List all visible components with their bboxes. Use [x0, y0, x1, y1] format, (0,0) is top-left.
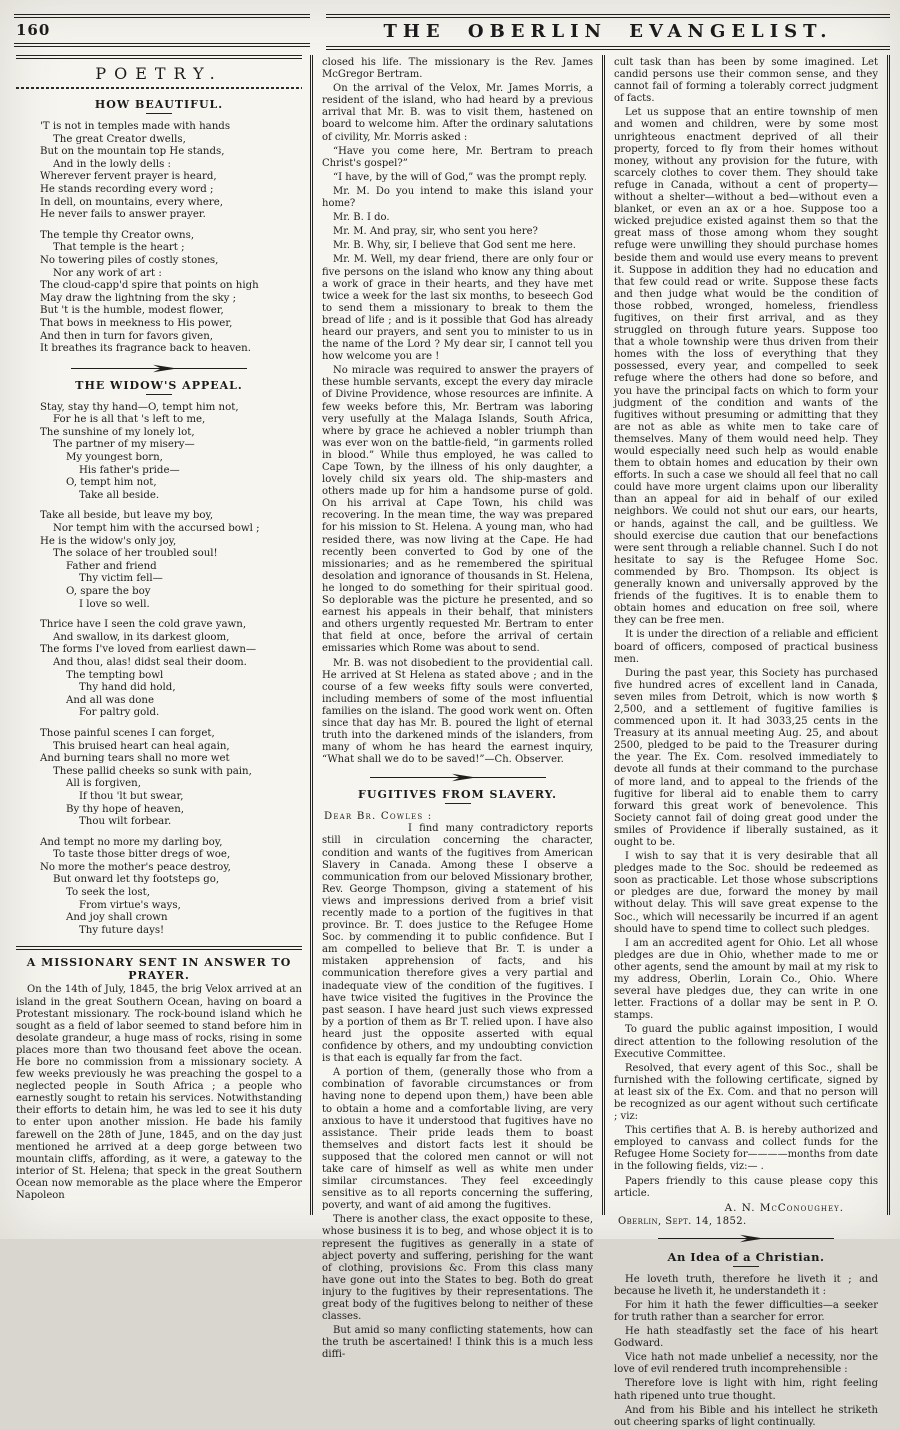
poem-line: 'T is not in temples made with hands	[40, 121, 231, 132]
fugitives-article-continued	[614, 57, 878, 1200]
page-number: 160	[16, 21, 51, 39]
poem-line: All is forgiven,	[66, 778, 141, 790]
poem-line: But on the mountain top He stands,	[40, 146, 225, 158]
poem-line: I love so well.	[79, 598, 150, 610]
paragraph: Mr. B. was not disobedient to the providential call. He arrived at St Helena as stated above ; and in the course of a few weeks fifty souls were converted, including members of some of the most influential families on the island. The good work went on. Often since that day has Mr. B. poured the light of eternal truth into the darkened minds of the islanders, from many of whom he has heard the earnest inquiry, “What shall we do to be saved!”—Ch. Observer.	[322, 657, 593, 766]
poem-line: No towering piles of costly stones,	[40, 254, 219, 266]
paragraph: Therefore love is light with him, right feeling hath ripened unto true thought.	[614, 1378, 878, 1402]
poem-title-widows-appeal: THE WIDOW'S APPEAL.	[75, 378, 243, 392]
poem-line: Father and friend	[66, 560, 157, 572]
paragraph: Papers friendly to this cause please copy this article.	[614, 1175, 878, 1199]
arrow-divider	[614, 1234, 878, 1243]
poem-line: And swallow, in its darkest gloom,	[53, 631, 230, 643]
poem-line: If thou 'lt but swear,	[79, 790, 184, 802]
double-rule	[14, 43, 310, 47]
poem-line: The solace of her troubled soul!	[53, 548, 218, 560]
paragraph: This certifies that A. B. is hereby authorized and employed to canvass and collect funds for the Refugee Home Society for————months from date in the following fields, viz:— .	[614, 1125, 878, 1173]
arrow-divider	[16, 364, 302, 373]
paragraph: But amid so many conflicting statements, how can the truth be ascertained! I think this is a much less diffi-	[322, 1325, 593, 1361]
paragraph: Vice hath not made unbelief a necessity, nor the love of evil rendered truth incomprehensible :	[614, 1352, 878, 1376]
poem-widows-appeal	[16, 402, 302, 938]
paragraph: Mr. M. Do you intend to make this island your home?	[322, 185, 593, 210]
paragraph: closed his life. The missionary is the Rev. James McGregor Bertram.	[322, 57, 593, 81]
paragraph: It is under the direction of a reliable and efficient board of officers, composed of practical business men.	[614, 629, 878, 665]
poem-line: The partner of my misery—	[53, 439, 195, 451]
idea-article-title: An Idea of a Christian.	[667, 1249, 825, 1264]
column-middle	[310, 55, 602, 1361]
short-rule	[146, 113, 172, 114]
short-rule	[733, 1266, 759, 1267]
paragraph: A portion of them, (generally those who from a combination of favorable circumstances or from having none to depend upon them,) have been able to obtain a home and a comfortable living, are very anxious to have it understood that fugitives have no assistance. Their pride leads them to boast themselves and distort facts lest it should be supposed that the colored men cannot or will not take care of himself as well as white men under similar circumstances. They feel exceedingly sensitive as to all reports concerning the suffering, poverty, and want of aid among the fugitives.	[322, 1067, 593, 1212]
paragraph: Mr. M. And pray, sir, who sent you here?	[333, 226, 538, 238]
fugitives-article-title: FUGITIVES FROM SLAVERY.	[358, 788, 557, 802]
poem-line: Nor tempt him with the accursed bowl ;	[53, 523, 260, 535]
paragraph: Let us suppose that an entire township of men and women and children, were by some most unrighteous enactment deprived of all their property, forced to fly from their homes without money, without any provision for the future, with scarcely clothes to cover them. They should take refuge in Canada, without a cent of property—without a shelter—without a bed—without even a blanket, or even an ax or a hoe. Suppose too a wicked prejudice existed against them so that the great mass of those among whom they sought refuge were unwilling they should purchase homes beside them and would use every means to prevent it. Suppose in addition they had no education and that few could read or write. Suppose these facts and then judge what would be the condition of those robbed, wronged, homeless, friendless fugitives, on their first arrival, and as they struggled on through future years. Suppose too that a whole township were thus driven from their homes with the loss of everything that they possessed, every year, and compelled to seek refuge where the others had done so before, and you have the principal facts on which to form your judgment of the condition and wants of the fugitives without presuming or admitting that they are not as able as white men to take care of themselves. Many of them would need help. They would especially need such help as would enable them to obtain homes and education by their own efforts. In such a case we should all feel that no call could have more urgent claims upon our liberality than an appeal for aid in behalf of our exiled neighbors. We could not shut our ears, our hearts, or hands, against the call, and be guiltless. We should exercise due caution that our benefactions were sent through a reliable channel. Such I do not hesitate to say is the Refugee Home Soc. commended by Bro. Thompson. Its object is generally known and universally approved by the friends of the fugitives. It is to enable them to obtain homes and education on free soil, where they can be free men.	[614, 107, 878, 627]
paragraph: He loveth truth, therefore he liveth it ; and because he liveth it, he understandeth it :	[614, 1273, 878, 1297]
poem-how-beautiful	[16, 121, 302, 356]
poem-title-how-beautiful: HOW BEAUTIFUL.	[94, 98, 224, 111]
poem-line: Take all beside, but leave my boy,	[40, 510, 214, 522]
poem-stanza	[40, 510, 302, 611]
poem-line: By thy hope of heaven,	[66, 803, 185, 815]
poem-line: The temple thy Creator owns,	[40, 229, 195, 241]
poem-line: And thou, alas! didst seal their doom.	[53, 656, 247, 668]
paragraph: On the arrival of the Velox, Mr. James Morris, a resident of the island, who had heard by a previous arrival that Mr. B. was to visit them, hastened on board to welcome him. After the ordinary salutations of civility, Mr. Morris asked :	[322, 83, 593, 143]
poem-line: That bows in meekness to His power,	[40, 317, 233, 329]
paragraph: He hath steadfastly set the face of his heart Godward.	[614, 1326, 878, 1350]
page-header	[0, 0, 900, 50]
poem-line: But 't is the humble, modest flower,	[40, 305, 224, 317]
paragraph: There is another class, the exact opposite to these, whose business it is to beg, and whose object it is to represent the fugitives as generally in a state of abject poverty and suffering, perishing for the want of clothing, provisions &c. From this class many have gone out into the States to beg. Both do great injury to the fugitives by their representations. The great body of the fugitives belong to neither of these classes.	[322, 1214, 593, 1323]
poem-line: Thy hand did hold,	[79, 682, 176, 694]
poem-line: He never fails to answer prayer.	[40, 209, 206, 221]
header-right	[326, 14, 890, 50]
poem-line: Nor any work of art :	[53, 267, 162, 279]
poem-line: His father's pride—	[79, 464, 180, 476]
paragraph: I find many contradictory reports still in circulation concerning the character, condition and wants of the fugitives from American Slavery in Canada. Among these I observe a communication from our beloved Missionary brother, Rev. George Thompson, giving a statement of his views and impressions derived from a brief visit recently made to a portion of the fugitives in that province. Br. T. does justice to the Refugee Home Soc. by commending it to public confidence. But I am compelled to believe that Br. T. is under a mistaken apprehension of facts, and his communication therefore gives a very partial and inadequate view of the condition of the fugitives. I have twice visited the fugitives in the Province the past season. I have heard just such views expressed by a portion of them as Br T. relied upon. I have also heard just the opposite asserted with equal confidence by others, and my undoubting conviction is that each is equally far from the fact.	[322, 823, 593, 1065]
paragraph: Resolved, that every agent of this Soc., shall be furnished with the following certificate, signed by at least six of the Ex. Com. and that no person will be recognized as our agent without such certificate ; viz:	[614, 1062, 878, 1123]
double-rule	[326, 46, 890, 50]
arrow-divider	[322, 773, 593, 782]
poem-stanza	[40, 230, 302, 356]
poem-line: The cloud-capp'd spire that points on high	[40, 280, 259, 292]
paragraph: For him it hath the fewer difficulties—a seeker for truth rather than a searcher for error.	[614, 1299, 878, 1323]
paragraph: Mr. M. Well, my dear friend, there are only four or five persons on the island who know any thing about a work of grace in their hearts, and they have met twice a week for the last six months, to beseech God to send them a missionary to break to them the bread of life ; and is it possible that God has already heard our prayers, and sent you to minister to us in the name of the Lord ? My dear sir, I cannot tell you how welcome you are !	[322, 254, 593, 363]
poem-line: The great Creator dwells,	[53, 133, 186, 145]
fugitives-article-body	[322, 823, 593, 1361]
paragraph: “I have, by the will of God,” was the prompt reply.	[333, 171, 587, 183]
poem-line: It breathes its fragrance back to heaven.	[40, 343, 251, 355]
poem-line: For paltry gold.	[79, 707, 160, 719]
poem-stanza	[40, 619, 302, 720]
paragraph: I wish to say that it is very desirable that all pledges made to the Soc. should be redeemed as soon as practicable. Let those whose subscriptions or pledges are due, forward the money by mail without delay. This will save great expense to the Soc., which will necessarily be incurred if an agent should have to spend time to collect such pledges.	[614, 851, 878, 935]
poem-line: May draw the lightning from the sky ;	[40, 292, 237, 304]
poem-line: The tempting bowl	[66, 669, 164, 681]
wavy-rule	[16, 87, 302, 89]
letter-dateline: Oberlin, Sept. 14, 1852.	[618, 1215, 747, 1227]
poem-line: And joy shall crown	[66, 912, 168, 924]
poem-line: O, tempt him not,	[66, 477, 157, 489]
letter-salutation: Dear Br. Cowles :	[324, 811, 433, 823]
poem-line: Thy future days!	[79, 924, 165, 936]
poem-line: And then in turn for favors given,	[40, 330, 213, 342]
arrow-rule-icon	[69, 364, 249, 373]
paragraph: Mr. B. Why, sir, I believe that God sent me here.	[333, 240, 576, 252]
poem-stanza	[40, 728, 302, 829]
poem-line: In dell, on mountains, every where,	[40, 196, 224, 208]
poem-line: That temple is the heart ;	[53, 242, 185, 254]
short-rule	[445, 803, 471, 804]
poem-line: To seek the lost,	[66, 887, 150, 899]
paragraph: I am an accredited agent for Ohio. Let all whose pledges are due in Ohio, whether made to me or other agents, send the amount by mail at my risk to my address, Oberlin, Lorain Co., Ohio. Where several have pledges due, they can write in one letter. Fractions of a dollar may be sent in P. O. stamps.	[614, 937, 878, 1022]
arrow-rule-icon	[368, 773, 548, 782]
poem-line: But onward let thy footsteps go,	[53, 874, 220, 886]
poem-line: Those painful scenes I can forget,	[40, 727, 215, 739]
missionary-article-continued	[322, 57, 593, 766]
missionary-article-body	[16, 984, 302, 1202]
poem-line: And all was done	[66, 694, 155, 706]
poem-line: These pallid cheeks so sunk with pain,	[53, 765, 252, 777]
poem-stanza	[40, 837, 302, 938]
poem-line: Thrice have I seen the cold grave yawn,	[40, 619, 247, 631]
column-right	[602, 55, 890, 1428]
paragraph: During the past year, this Society has purchased five hundred acres of excellent land in Canada, seven miles from Detroit, which is now worth $ 2,500, and a settlement of fugitive families is commenced upon it. It had 3033,25 cents in the Treasury at its annual meeting Aug. 25, and about 2500, pledged to be paid to the Treasurer during the year. The Ex. Com. resolved immediately to devote all funds at their command to the purchase of more land, and to appeal to the friends of the fugitive for liberal aid to enable them to carry forward this great work of benevolence. This Society cannot fail of doing great good under the smiles of Providence if liberally sustained, as it ought to be.	[614, 667, 878, 848]
poem-line: To taste those bitter dregs of woe,	[53, 849, 231, 861]
letter-signature: A. N. McConoughey.	[724, 1201, 844, 1214]
missionary-article-title: A MISSIONARY SENT IN ANSWER TO PRAYER.	[26, 956, 292, 983]
poem-line: And burning tears shall no more wet	[40, 753, 230, 765]
paragraph: And from his Bible and his intellect he striketh out cheering sparks of light continually.	[614, 1404, 878, 1428]
poem-line: The forms I've loved from earliest dawn—	[40, 644, 257, 656]
poem-line: For he is all that 's left to me,	[53, 414, 206, 426]
poem-stanza	[40, 402, 302, 503]
poetry-section-title: POETRY.	[95, 64, 223, 83]
poem-line: This bruised heart can heal again,	[53, 740, 230, 752]
poem-line: He is the widow's only joy,	[40, 535, 177, 547]
paragraph: No miracle was required to answer the prayers of these humble servants, except the every day miracle of Divine Providence, whose resources are infinite. A few weeks before this, Mr. Bertram was laboring very usefully at the Malaga Islands, South Africa, where by grace he achieved a nobler triumph than was ever won on the battle-field, “in garments rolled in blood.” While thus employed, he was called to Cape Town, by the illness of his only daughter, a lovely child six years old. The ship-masters and others made up for him a handsome purse of gold. On his arrival at Cape Town, his child was recovering. In the mean time, the way was prepared for his mission to St. Helena. A young man, who had resided there, was now living at the Cape. He had recently been converted to God by one of the missionaries; and as he remembered the spiritual desolation and ignorance of thousands in St. Helena, he longed to do something for their spiritual good. So deplorable was the picture he presented, and so earnest his appeals in their behalf, that ministers and others urgently requested Mr. Bertram to enter that field at once, before the arrival of certain emissaries which Rome was about to send.	[322, 365, 593, 655]
poem-line: Take all beside.	[79, 489, 160, 501]
poem-stanza	[40, 121, 302, 222]
poem-line: He stands recording every word ;	[40, 183, 214, 195]
poem-line: No more the mother's peace destroy,	[40, 861, 231, 873]
poem-line: And in the lowly dells :	[53, 158, 171, 170]
poem-line: Wherever fervent prayer is heard,	[40, 171, 217, 183]
arrow-rule-icon	[656, 1234, 836, 1243]
poem-line: And tempt no more my darling boy,	[40, 836, 223, 848]
column-left	[14, 55, 310, 1215]
poem-line: From virtue's ways,	[79, 899, 181, 911]
poem-line: Thy victim fell—	[79, 573, 163, 585]
poem-line: Stay, stay thy hand—O, tempt him not,	[40, 401, 239, 413]
poem-line: The sunshine of my lonely lot,	[40, 426, 195, 438]
paragraph: “Have you come here, Mr. Bertram to preach Christ's gospel?”	[322, 145, 593, 169]
masthead-title: THE OBERLIN EVANGELIST.	[383, 21, 833, 42]
paragraph: To guard the public against imposition, I would direct attention to the following resolution of the Executive Committee.	[614, 1024, 878, 1060]
idea-article-body	[614, 1274, 878, 1429]
poem-line: Thou wilt forbear.	[79, 816, 172, 828]
header-left	[14, 14, 310, 47]
paragraph: cult task than has been by some imagined. Let candid persons use their common sense, and they cannot fail of forming a tolerably correct judgment of facts.	[614, 57, 878, 105]
columns-container	[0, 50, 900, 1428]
short-rule	[146, 394, 172, 395]
poem-line: O, spare the boy	[66, 586, 151, 597]
paragraph: Mr. B. I do.	[333, 212, 390, 224]
paragraph: On the 14th of July, 1845, the brig Velox arrived at an island in the great Southern Ocean, having on board a Protestant missionary. The rock-bound island which he sought as a field of labor seemed to stand before him in desolate grandeur, a huge mass of rocks, rising in some places more than two thousand feet above the ocean. He bore no commission from a missionary society. A few weeks previously he was preaching the gospel to a neglected people in South Africa ; a people who earnestly sought to retain his services. Notwithstanding their efforts to detain him, he was led to see it his duty to enter upon another mission. He bade his family farewell on the 28th of June, 1845, and on the day just mentioned he arrived at a deep gorge between two mountain cliffs, affording, as it were, a gateway to the interior of St. Helena; that speck in the great Southern Ocean now memorable as the place where the Emperor Napoleon	[16, 984, 302, 1202]
poem-line: My youngest born,	[66, 452, 163, 464]
double-rule	[16, 946, 302, 950]
